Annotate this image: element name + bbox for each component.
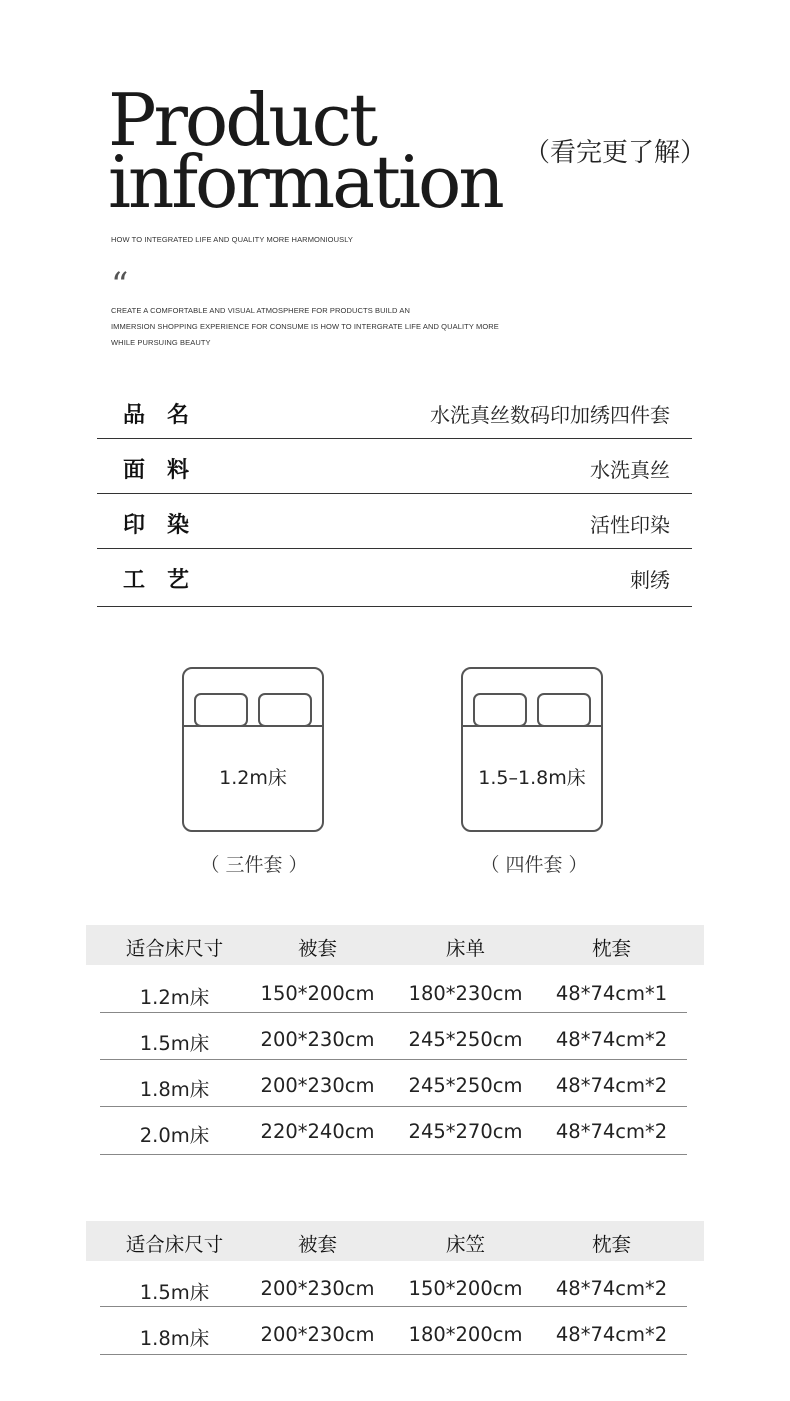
table1-cell: 245*270cm [408,1120,523,1143]
bed-set-caption: （ 三件套 ） [200,854,308,876]
table2-cell: 200*230cm [260,1277,375,1300]
table1-header-cell: 床单 [445,937,485,960]
table-divider [100,1354,687,1355]
page-title-line-2: information [108,140,502,224]
pillow-icon [194,693,248,727]
table1-cell: 48*74cm*1 [555,982,668,1005]
bed-icon-small [182,667,324,832]
quote-mark-icon: “ [111,265,129,305]
pillow-icon [473,693,527,727]
table1-cell: 1.2m床 [139,986,210,1009]
table2-cell: 150*200cm [408,1277,523,1300]
duvet-edge-line [184,725,322,727]
table2-cell: 48*74cm*2 [555,1277,668,1300]
table2-cell: 200*230cm [260,1323,375,1346]
duvet-edge-line [463,725,601,727]
read-more-note: （看完更了解） [524,138,707,168]
spec-value: 刺绣 [630,568,670,592]
spec-row-name [97,384,692,439]
spec-value: 活性印染 [590,513,670,537]
table2-header [86,1221,704,1261]
table1-cell: 48*74cm*2 [555,1120,668,1143]
table2-cell: 1.5m床 [139,1281,210,1304]
table2-cell: 48*74cm*2 [555,1323,668,1346]
spec-label: 面料 [123,458,212,483]
table-divider [100,1106,687,1107]
bed-size-label: 1.2m床 [219,767,287,789]
bed-size-label: 1.5–1.8m床 [478,767,586,789]
table2-header-cell: 床笠 [445,1233,485,1256]
body-text-line-1: CREATE A COMFORTABLE AND VISUAL ATMOSPHERE FOR PRODUCTS BUILD AN [111,306,410,315]
table2-header-cell: 枕套 [591,1233,631,1256]
body-text-line-2: IMMERSION SHOPPING EXPERIENCE FOR CONSUME IS HOW TO INTERGRATE LIFE AND QUALITY MORE [111,322,499,331]
table1-cell: 200*230cm [260,1074,375,1097]
table1-header-cell: 适合床尺寸 [125,937,224,960]
table1-cell: 48*74cm*2 [555,1074,668,1097]
table2-cell: 180*200cm [408,1323,523,1346]
bed-icon-large [461,667,603,832]
spec-value: 水洗真丝数码印加绣四件套 [430,403,670,427]
spec-label: 品名 [123,403,212,428]
table1-header-cell: 被套 [297,937,337,960]
spec-label: 工艺 [123,568,212,593]
table1-cell: 150*200cm [260,982,375,1005]
table2-header-cell: 适合床尺寸 [125,1233,224,1256]
page-title-line-1: Product [108,78,375,162]
spec-row-craft [97,549,692,607]
table1-cell: 200*230cm [260,1028,375,1051]
table1-cell: 1.5m床 [139,1032,210,1055]
table-divider [100,1154,687,1155]
pillow-icon [537,693,591,727]
spec-value: 水洗真丝 [590,458,670,482]
spec-row-fabric [97,439,692,494]
table2-header-cell: 被套 [297,1233,337,1256]
table-divider [100,1012,687,1013]
body-text-line-3: WHILE PURSUING BEAUTY [111,338,211,347]
tagline: HOW TO INTEGRATED LIFE AND QUALITY MORE HARMONIOUSLY [111,235,354,244]
bed-set-caption: （ 四件套 ） [480,854,588,876]
table-divider [100,1059,687,1060]
table1-cell: 2.0m床 [139,1124,210,1147]
table1-cell: 245*250cm [408,1074,523,1097]
table1-cell: 245*250cm [408,1028,523,1051]
table1-cell: 48*74cm*2 [555,1028,668,1051]
table2-cell: 1.8m床 [139,1327,210,1350]
pillow-icon [258,693,312,727]
table-divider [100,1306,687,1307]
table1-cell: 220*240cm [260,1120,375,1143]
table1-cell: 180*230cm [408,982,523,1005]
spec-row-dyeing [97,494,692,549]
table1-header-cell: 枕套 [591,937,631,960]
table1-cell: 1.8m床 [139,1078,210,1101]
spec-label: 印染 [123,513,212,538]
table1-header [86,925,704,965]
